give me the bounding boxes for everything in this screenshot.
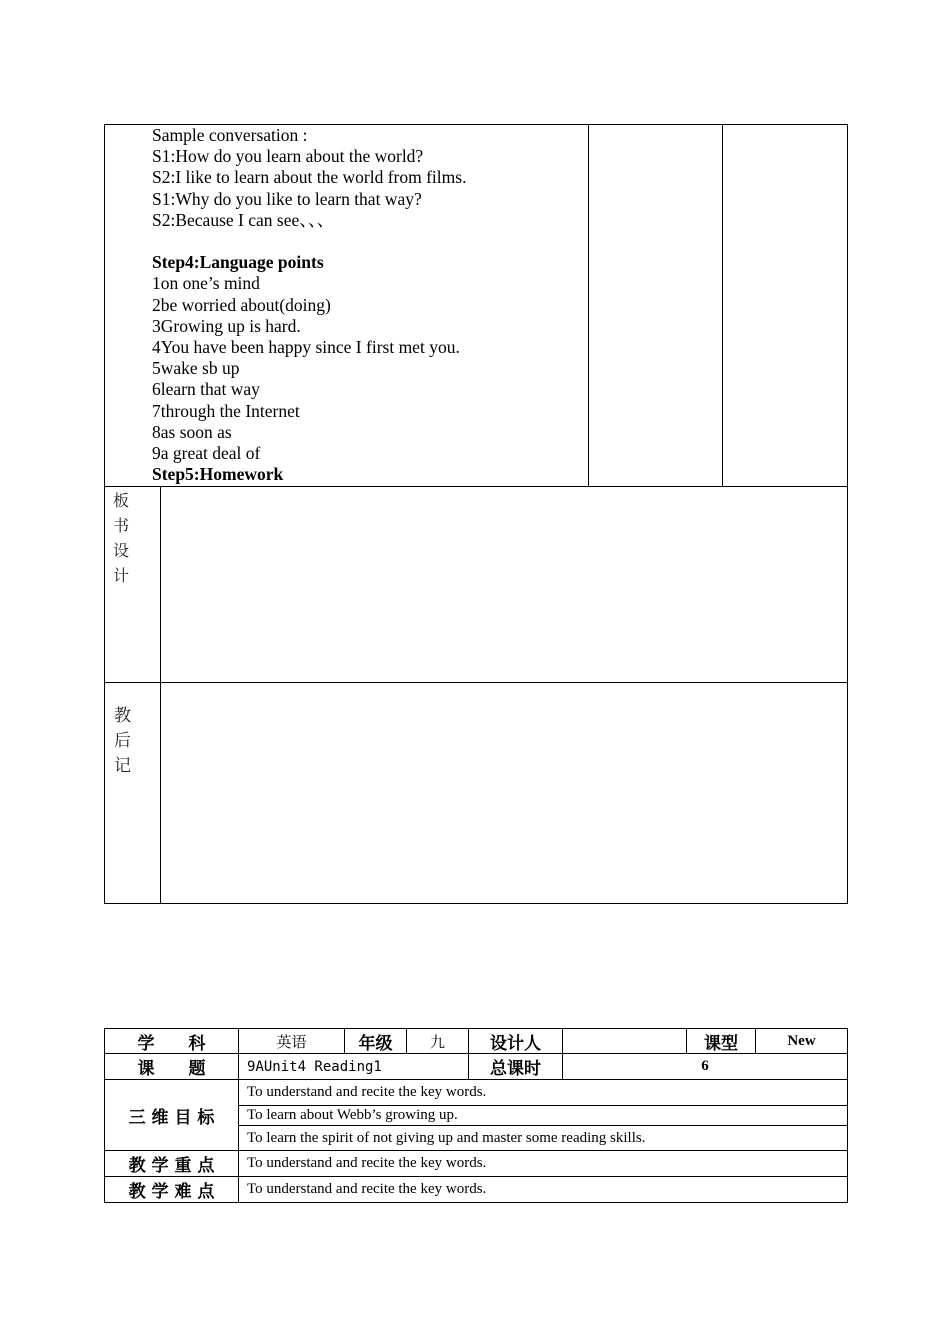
subject-label: 学 科 — [137, 1033, 206, 1054]
procedure-line: 5wake sb up — [152, 358, 240, 379]
after-class-label-char: 后 — [114, 731, 131, 751]
board-design-label-char: 板 — [113, 491, 130, 510]
upper-col-divider-2 — [722, 124, 723, 487]
objective-item: To understand and recite the key words. — [247, 1084, 487, 1100]
topic-value: 9AUnit4 Reading1 — [247, 1058, 382, 1075]
step-heading: Step4:Language points — [152, 252, 324, 273]
procedure-line: 7through the Internet — [152, 400, 300, 421]
procedure-line: 2be worried about(doing) — [152, 294, 331, 315]
board-design-label-char: 计 — [113, 566, 130, 585]
grade-label: 年级 — [358, 1033, 393, 1054]
key-points-label: 教 学 重 点 — [128, 1156, 215, 1176]
board-design-label-char: 设 — [113, 541, 130, 560]
objectives-label: 三 维 目 标 — [128, 1107, 215, 1128]
board-design-label — [113, 488, 133, 588]
procedure-line: S1:Why do you like to learn that way? — [152, 188, 422, 209]
difficulties-value: To understand and recite the key words. — [247, 1181, 487, 1197]
total-hours-label: 总课时 — [490, 1059, 541, 1079]
board-design-label-char: 书 — [113, 516, 130, 535]
step-heading: Step5:Homework — [152, 464, 284, 485]
designer-value[interactable] — [563, 1029, 686, 1053]
lesson-type-value: New — [787, 1032, 816, 1049]
difficulties-label: 教 学 难 点 — [128, 1182, 215, 1202]
after-class-notes-label — [114, 704, 134, 779]
objective-item: To learn about Webb’s growing up. — [247, 1107, 458, 1123]
procedure-line: 6learn that way — [152, 379, 260, 400]
board-design-content[interactable] — [161, 487, 847, 682]
procedure-line: S2:Because I can see、、、 — [152, 209, 335, 230]
grade-value: 九 — [429, 1032, 445, 1051]
objective-item: To learn the spirit of not giving up and master some reading skills. — [247, 1129, 646, 1146]
procedure-line: 4You have been happy since I first met you. — [152, 337, 460, 358]
procedure-line: Sample conversation : — [152, 125, 308, 145]
after-class-notes-content[interactable] — [161, 683, 847, 903]
total-hours-value: 6 — [701, 1058, 709, 1074]
after-class-label-char: 教 — [114, 706, 131, 726]
procedure-line: S2:I like to learn about the world from films. — [152, 167, 467, 188]
topic-label: 课 题 — [137, 1059, 206, 1079]
designer-label: 设计人 — [490, 1033, 541, 1054]
info-col-divider-label — [238, 1028, 239, 1203]
procedure-line: 9a great deal of — [152, 443, 261, 464]
after-class-label-char: 记 — [114, 756, 131, 776]
procedure-line: 1on one’s mind — [152, 273, 260, 294]
procedure-line — [152, 231, 582, 252]
procedure-line: 3Growing up is hard. — [152, 315, 301, 336]
key-points-value: To understand and recite the key words. — [247, 1155, 487, 1171]
procedure-text-block — [152, 125, 582, 485]
procedure-line: S1:How do you learn about the world? — [152, 146, 424, 167]
upper-col-divider-1 — [588, 124, 589, 487]
subject-value: 英语 — [276, 1032, 307, 1051]
lesson-type-label: 课型 — [704, 1033, 738, 1054]
procedure-line: 8as soon as — [152, 421, 232, 442]
